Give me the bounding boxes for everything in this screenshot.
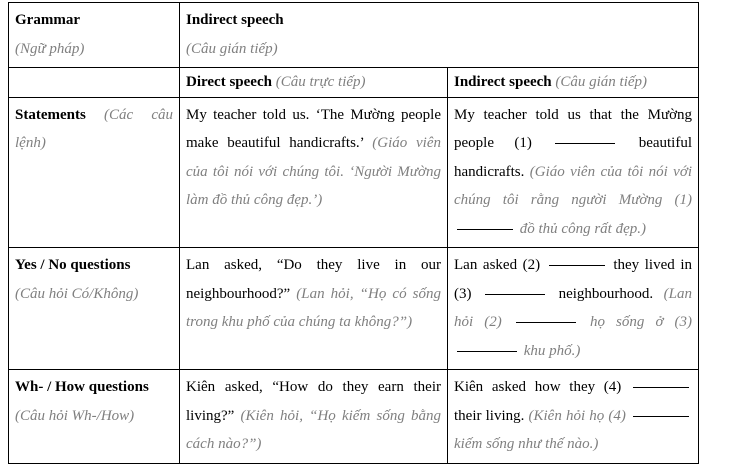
yesno-label-vi: (Câu hỏi Có/Không) xyxy=(15,285,139,302)
answer-blank-3-vi[interactable] xyxy=(457,350,517,352)
table-row-statements xyxy=(9,97,699,248)
header-grammar-cell xyxy=(9,3,180,68)
yesno-direct-cell xyxy=(180,248,448,370)
header-indirect-cell xyxy=(180,3,699,68)
yesno-indirect-vi-2: họ sống ở (3) xyxy=(589,314,693,330)
subheader-indirect-vi: (Câu gián tiếp) xyxy=(555,74,648,90)
wh-indirect-en-2: their living. xyxy=(454,407,525,424)
subheader-indirect-cell xyxy=(448,68,699,98)
yesno-indirect-cell xyxy=(448,248,699,370)
yesno-label: Yes / No questions xyxy=(15,257,131,273)
wh-label-vi: (Câu hỏi Wh-/How) xyxy=(15,407,135,424)
answer-blank-3[interactable] xyxy=(485,293,545,295)
statements-indirect-cell xyxy=(448,97,699,248)
answer-blank-2-vi[interactable] xyxy=(516,321,576,323)
statements-label-vi: (Các câu lệnh) xyxy=(15,106,173,151)
wh-label: Wh- / How questions xyxy=(15,379,149,395)
wh-direct-vi: (Kiên hỏi, “Họ kiếm sống bằng cách nào?”) xyxy=(186,407,441,452)
yesno-direct-en: Lan asked, “Do they live in our neighbourhood?” xyxy=(186,257,441,302)
subheader-indirect: Indirect speech xyxy=(454,74,552,90)
subheader-direct-cell xyxy=(180,68,448,98)
yesno-indirect-en-3: neighbourhood. xyxy=(558,285,654,302)
header-indirect-vi: (Câu gián tiếp) xyxy=(186,40,278,57)
subheader-empty-cell xyxy=(9,68,180,98)
table-row-wh xyxy=(9,370,699,464)
wh-indirect-vi-1: (Kiên hỏi họ (4) xyxy=(528,407,626,424)
answer-blank-1-vi[interactable] xyxy=(457,228,513,230)
statements-direct-vi: (Giáo viên của tôi nói với chúng tôi. ‘Người Mường làm đồ thủ công đẹp.’) xyxy=(186,135,441,208)
grammar-table xyxy=(8,2,699,464)
statements-indirect-en-2: beautiful handicrafts. xyxy=(454,135,693,180)
yesno-indirect-vi-1: (Lan hỏi (2) xyxy=(454,285,693,330)
statements-indirect-vi-1: (Giáo viên của tôi nói với chúng tôi rằng người Mường (1) xyxy=(454,163,693,208)
statements-direct-en: My teacher told us. ‘The Mường people make beautiful handicrafts.’ xyxy=(186,106,441,151)
statements-label: Statements xyxy=(15,106,86,123)
wh-indirect-en-1: Kiên asked how they (4) xyxy=(454,379,622,395)
wh-direct-cell xyxy=(180,370,448,464)
header-grammar-vi: (Ngữ pháp) xyxy=(15,40,85,57)
yesno-indirect-vi-3: khu phố.) xyxy=(523,342,581,359)
yesno-indirect-en-1: Lan asked (2) xyxy=(454,257,541,273)
answer-blank-2[interactable] xyxy=(549,264,605,266)
wh-direct-en: Kiên asked, “How do they earn their living?” xyxy=(186,379,441,424)
yesno-indirect-en-2: they lived in (3) xyxy=(454,257,693,302)
header-grammar: Grammar xyxy=(15,12,80,28)
answer-blank-1[interactable] xyxy=(555,142,615,144)
yesno-direct-vi: (Lan hỏi, “Họ có sống trong khu phố của chúng ta không?”) xyxy=(186,285,441,330)
statements-indirect-en-1: My teacher told us that the Mường people (1) xyxy=(454,106,693,151)
wh-label-cell xyxy=(9,370,180,464)
wh-indirect-vi-2: kiếm sống như thế nào.) xyxy=(454,436,599,452)
table-subheader-row xyxy=(9,68,699,98)
table-header-row xyxy=(9,3,699,68)
answer-blank-4[interactable] xyxy=(633,386,689,388)
answer-blank-4-vi[interactable] xyxy=(633,415,689,417)
subheader-direct: Direct speech xyxy=(186,74,272,90)
statements-indirect-vi-2: đồ thủ công rất đẹp.) xyxy=(519,220,646,237)
statements-label-cell xyxy=(9,97,180,248)
yesno-label-cell xyxy=(9,248,180,370)
header-indirect: Indirect speech xyxy=(186,12,284,28)
wh-indirect-cell xyxy=(448,370,699,464)
subheader-direct-vi: (Câu trực tiếp) xyxy=(275,74,366,90)
statements-direct-cell xyxy=(180,97,448,248)
table-row-yesno xyxy=(9,248,699,370)
